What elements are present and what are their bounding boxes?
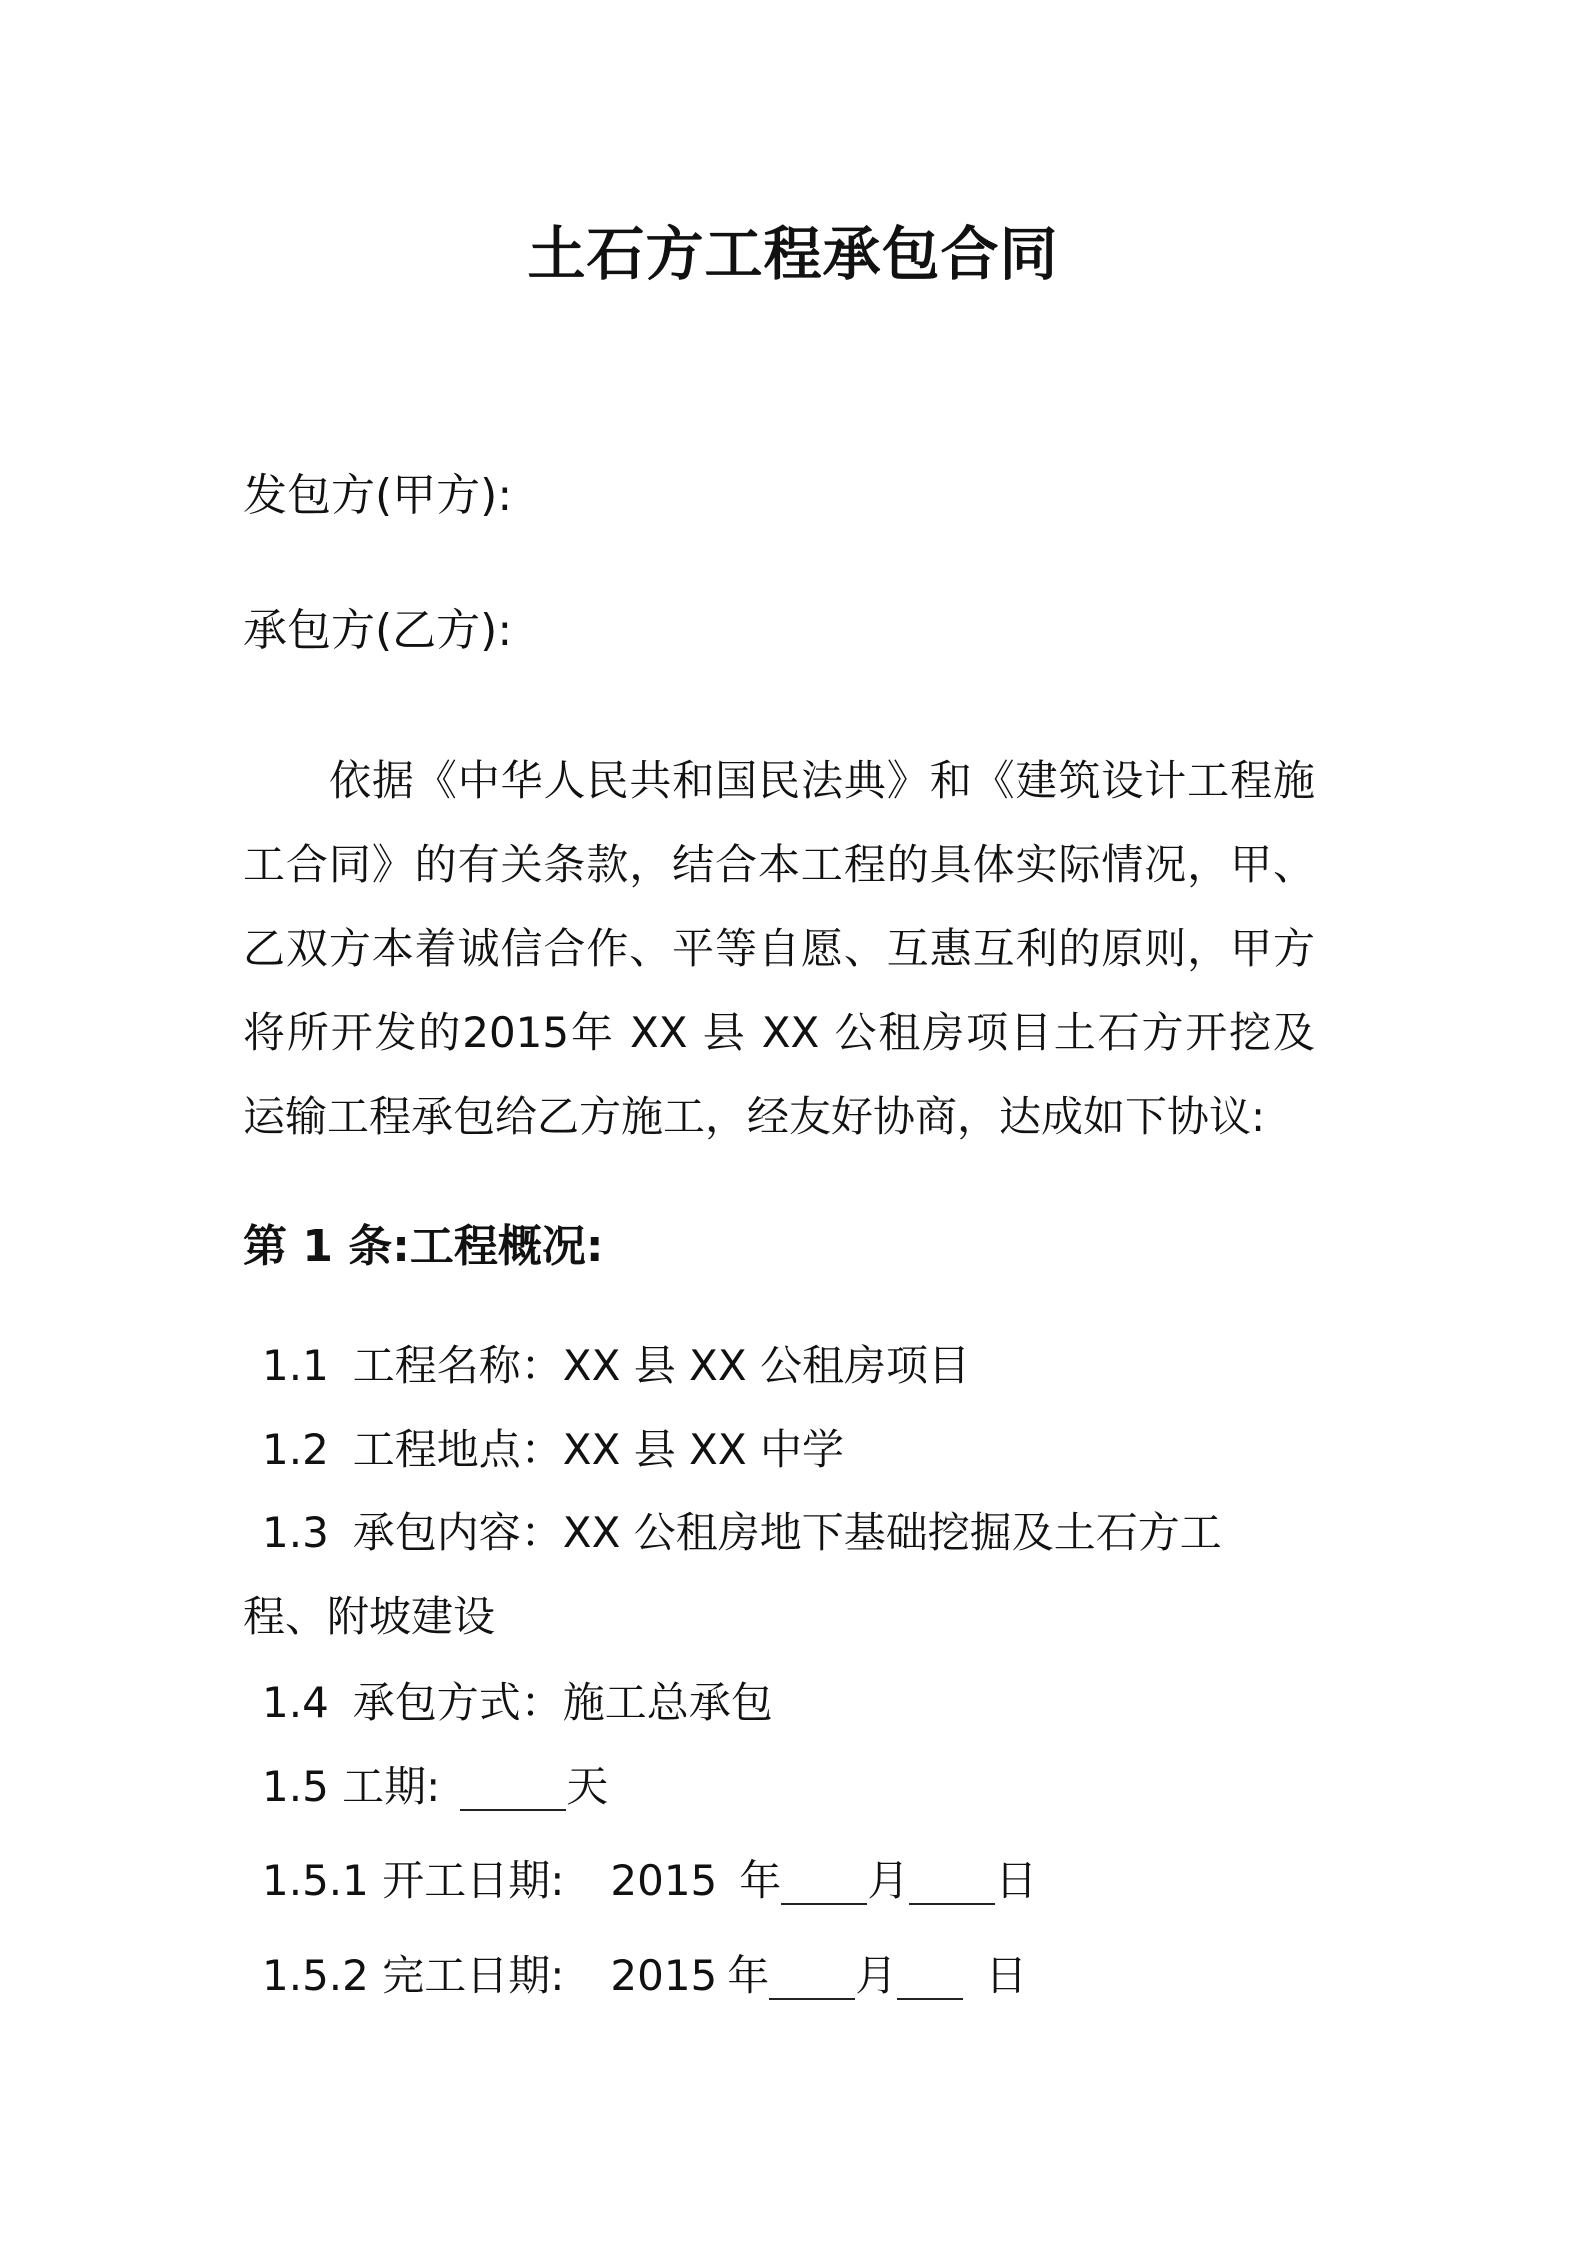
item-number: 1.4 bbox=[262, 1678, 329, 1727]
item-text: 工程名称：XX 县 XX 公租房项目 bbox=[352, 1341, 970, 1390]
party-a-line: 发包方(甲方): bbox=[243, 470, 513, 521]
item-1-5-1-start-date bbox=[262, 1851, 1037, 1911]
start-date-label: 1.5.1 开工日期: bbox=[262, 1856, 565, 1905]
duration-blank[interactable] bbox=[460, 1765, 566, 1811]
document-title: 土石方工程承包合同 bbox=[527, 220, 1059, 288]
duration-label: 1.5 工期: bbox=[262, 1762, 441, 1811]
item-number: 1.2 bbox=[262, 1425, 329, 1474]
start-day-blank[interactable] bbox=[909, 1859, 995, 1905]
end-date-label: 1.5.2 完工日期: bbox=[262, 1951, 565, 2000]
end-month-unit: 月 bbox=[855, 1951, 898, 2000]
party-b-line: 承包方(乙方): bbox=[243, 605, 513, 656]
end-year-unit: 年 bbox=[727, 1951, 770, 2000]
end-day-blank[interactable] bbox=[897, 1954, 963, 2000]
end-day-unit: 日 bbox=[985, 1951, 1028, 2000]
item-1-5-duration bbox=[262, 1757, 608, 1817]
item-text: 工程地点：XX 县 XX 中学 bbox=[352, 1425, 844, 1474]
start-day-unit: 日 bbox=[995, 1856, 1038, 1905]
start-month-blank[interactable] bbox=[781, 1859, 867, 1905]
item-number: 1.1 bbox=[262, 1341, 329, 1390]
item-1-3 bbox=[243, 1491, 1303, 1659]
item-text: 承包方式：施工总承包 bbox=[352, 1678, 773, 1727]
start-year: 2015 bbox=[610, 1856, 718, 1905]
end-year: 2015 bbox=[610, 1951, 718, 2000]
start-month-unit: 月 bbox=[867, 1856, 910, 1905]
item-text: 承包内容：XX 公租房地下基础挖掘及土石方工程、附坡建设 bbox=[243, 1508, 1222, 1641]
section-1-heading: 第 1 条:工程概况: bbox=[243, 1221, 604, 1272]
start-year-unit: 年 bbox=[739, 1856, 782, 1905]
intro-paragraph: 依据《中华人民共和国民法典》和《建筑设计工程施工合同》的有关条款，结合本工程的具体实际情况，甲、乙双方本着诚信合作、平等自愿、互惠互利的原则，甲方将所开发的2015年 XX 县 XX 公租房项目土石方开挖及运输工程承包给乙方施工，经友好协商，达成如下协议: bbox=[243, 756, 1315, 1141]
end-month-blank[interactable] bbox=[769, 1954, 855, 2000]
item-1-1 bbox=[262, 1336, 970, 1396]
item-1-4 bbox=[262, 1673, 773, 1733]
duration-unit: 天 bbox=[566, 1762, 609, 1811]
item-1-2 bbox=[262, 1420, 844, 1480]
item-1-5-2-end-date bbox=[262, 1946, 1027, 2006]
item-number: 1.3 bbox=[262, 1508, 329, 1557]
